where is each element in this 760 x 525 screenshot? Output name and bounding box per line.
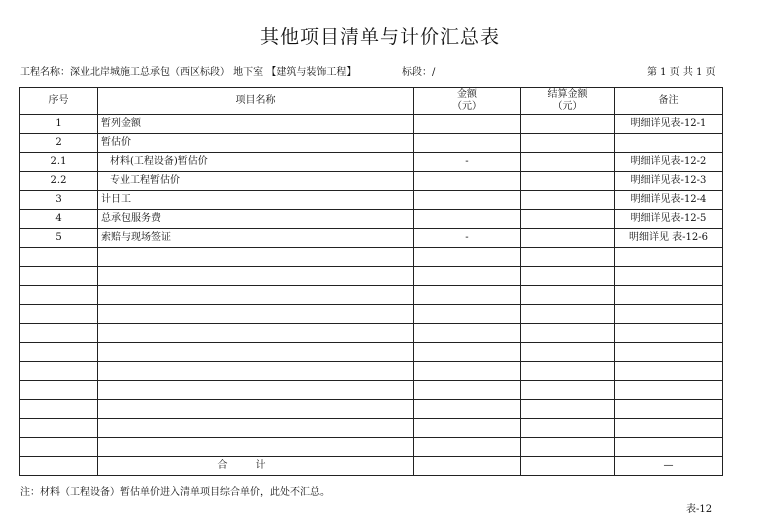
empty-row (20, 305, 723, 324)
row-no: 3 (20, 191, 98, 210)
empty-cell (615, 400, 723, 419)
header-name: 项目名称 (98, 88, 414, 115)
row-no: 2.2 (20, 172, 98, 191)
empty-cell (414, 362, 521, 381)
row-settle (521, 229, 615, 248)
empty-row (20, 324, 723, 343)
empty-cell (98, 324, 414, 343)
empty-cell (615, 305, 723, 324)
empty-cell (98, 362, 414, 381)
empty-cell (20, 400, 98, 419)
empty-cell (414, 381, 521, 400)
empty-cell (521, 324, 615, 343)
empty-cell (414, 343, 521, 362)
row-note: 明细详见 表-12-6 (615, 229, 723, 248)
row-no: 1 (20, 115, 98, 134)
row-name: 计日工 (98, 191, 414, 210)
empty-cell (521, 343, 615, 362)
empty-row (20, 400, 723, 419)
row-amount (414, 191, 521, 210)
table-row (20, 210, 723, 229)
row-no: 4 (20, 210, 98, 229)
empty-cell (521, 362, 615, 381)
empty-cell (98, 286, 414, 305)
project-name (20, 63, 356, 78)
empty-cell (414, 419, 521, 438)
empty-cell (414, 305, 521, 324)
empty-cell (615, 267, 723, 286)
empty-cell (20, 267, 98, 286)
empty-row (20, 267, 723, 286)
row-note: 明细详见表-12-4 (615, 191, 723, 210)
empty-cell (20, 419, 98, 438)
row-amount (414, 210, 521, 229)
row-name: 材料(工程设备)暂估价 (98, 153, 414, 172)
section-label: 标段：/ (402, 67, 436, 78)
row-amount (414, 115, 521, 134)
row-settle (521, 153, 615, 172)
empty-cell (414, 286, 521, 305)
empty-cell (615, 419, 723, 438)
empty-cell (414, 400, 521, 419)
empty-row (20, 438, 723, 457)
empty-cell (521, 400, 615, 419)
empty-row (20, 362, 723, 381)
row-name: 暂列金额 (98, 115, 414, 134)
empty-cell (98, 419, 414, 438)
row-amount (414, 134, 521, 153)
footer-code: 表-12 (686, 504, 713, 515)
empty-cell (414, 324, 521, 343)
project-label: 工程名称： (20, 67, 70, 78)
empty-cell (414, 248, 521, 267)
empty-cell (20, 286, 98, 305)
total-row (20, 457, 723, 476)
row-no: 2 (20, 134, 98, 153)
empty-cell (98, 400, 414, 419)
empty-cell (20, 305, 98, 324)
summary-table (19, 87, 723, 476)
empty-cell (98, 248, 414, 267)
table-row (20, 229, 723, 248)
empty-cell (20, 362, 98, 381)
table-row (20, 134, 723, 153)
empty-cell (414, 438, 521, 457)
empty-cell (20, 438, 98, 457)
empty-row (20, 343, 723, 362)
table-header-row (20, 88, 723, 115)
row-name: 专业工程暂估价 (98, 172, 414, 191)
empty-cell (98, 305, 414, 324)
empty-cell (521, 438, 615, 457)
empty-row (20, 419, 723, 438)
row-settle (521, 191, 615, 210)
empty-cell (521, 305, 615, 324)
total-amount (414, 457, 521, 476)
table-row (20, 115, 723, 134)
footnote: 注：材料（工程设备）暂估单价进入清单项目综合单价，此处不汇总。 (20, 487, 330, 498)
empty-row (20, 381, 723, 400)
project-value: 深业北岸城施工总承包（西区标段） 地下室 【建筑与装饰工程】 (70, 67, 357, 78)
row-no: 5 (20, 229, 98, 248)
total-note: — (615, 457, 723, 476)
empty-cell (98, 267, 414, 286)
row-settle (521, 115, 615, 134)
header-note: 备注 (615, 88, 723, 115)
row-note: 明细详见表-12-2 (615, 153, 723, 172)
table-row (20, 153, 723, 172)
row-settle (521, 172, 615, 191)
table-row (20, 172, 723, 191)
row-name: 总承包服务费 (98, 210, 414, 229)
page-title: 其他项目清单与计价汇总表 (259, 26, 500, 48)
empty-cell (521, 248, 615, 267)
empty-cell (615, 343, 723, 362)
row-name: 索赔与现场签证 (98, 229, 414, 248)
empty-row (20, 248, 723, 267)
row-note: 明细详见表-12-3 (615, 172, 723, 191)
header-amount-line1: 金额 (457, 89, 477, 100)
header-settle (521, 88, 615, 115)
table-row (20, 191, 723, 210)
total-no-cell (20, 457, 98, 476)
empty-cell (615, 324, 723, 343)
empty-row (20, 286, 723, 305)
empty-cell (20, 381, 98, 400)
empty-cell (20, 248, 98, 267)
total-label: 合计 (98, 457, 414, 476)
row-note: 明细详见表-12-1 (615, 115, 723, 134)
empty-cell (20, 343, 98, 362)
row-note (615, 134, 723, 153)
empty-cell (98, 343, 414, 362)
header-amount-line2: （元） (452, 101, 482, 112)
empty-cell (615, 362, 723, 381)
empty-cell (521, 267, 615, 286)
row-no: 2.1 (20, 153, 98, 172)
header-settle-line1: 结算金额 (547, 89, 588, 100)
header-settle-line2: （元） (552, 101, 583, 112)
empty-cell (615, 286, 723, 305)
page-info: 第 1 页 共 1 页 (647, 67, 716, 78)
empty-cell (521, 286, 615, 305)
row-amount (414, 172, 521, 191)
row-settle (521, 134, 615, 153)
empty-cell (521, 381, 615, 400)
empty-cell (521, 419, 615, 438)
empty-cell (615, 248, 723, 267)
empty-cell (414, 267, 521, 286)
row-note: 明细详见表-12-5 (615, 210, 723, 229)
total-settle (521, 457, 615, 476)
empty-cell (98, 438, 414, 457)
empty-cell (98, 381, 414, 400)
row-name: 暂估价 (98, 134, 414, 153)
empty-cell (615, 438, 723, 457)
header-no: 序号 (20, 88, 98, 115)
header-amount (414, 88, 521, 115)
empty-cell (615, 381, 723, 400)
row-amount: - (414, 153, 521, 172)
row-amount: - (414, 229, 521, 248)
row-settle (521, 210, 615, 229)
empty-cell (20, 324, 98, 343)
